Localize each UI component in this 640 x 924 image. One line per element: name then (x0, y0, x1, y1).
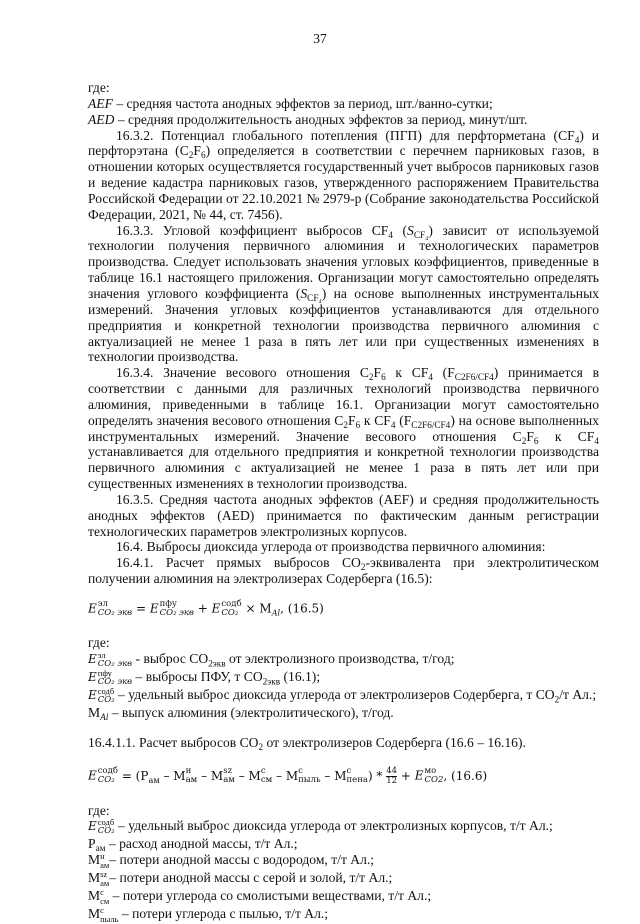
text: – выпуск алюминия (электролитического), т/год. (108, 704, 394, 720)
symbol-indices (100, 906, 118, 924)
text: ) и перфторэтана (C (88, 127, 599, 159)
text: 16.3.5. Средняя частота анодных эффектов (AEF) и средняя продолжительность анодных эффектов (AED) принимается по фактическим данным регистрации технологических параметров электролизных корпусов. (88, 491, 599, 539)
symbol-indices (347, 767, 368, 785)
symbol-indices (98, 687, 115, 705)
text-subi: Al (100, 712, 109, 723)
text: M (88, 906, 101, 922)
symbol-base: E (211, 601, 221, 616)
text: ) зависит от используемой технологии получения первичного алюминия и технологических параметров производства. Следует использовать значения угловых коэффициентов, приведенные в таблице 16.1 настоящего приложения. Организации могут самостоятельно определять значения углового коэффициента ( (88, 222, 599, 301)
superscript: пфу (97, 667, 112, 678)
paragraph (88, 80, 599, 96)
text: M (88, 852, 101, 868)
text-sub: 6 (200, 150, 206, 161)
text: где: (88, 80, 110, 95)
math-symbol (88, 687, 115, 705)
subscript: ам (100, 860, 110, 871)
symbol-indices (98, 651, 132, 669)
formula (88, 767, 599, 786)
math-symbol (415, 767, 444, 785)
text-sub: C2F6/CF4 (411, 419, 451, 430)
subscript: CO2 (424, 775, 444, 786)
text: , (16.5) (280, 601, 324, 616)
superscript: н (185, 766, 192, 777)
symbol-base: E (88, 669, 97, 684)
text-sub: ам (148, 774, 160, 785)
subscript: CO₂ (97, 775, 115, 786)
subscript: ам (223, 775, 235, 786)
math-symbol (88, 651, 132, 669)
text: + (193, 601, 212, 616)
symbol-indices (425, 767, 444, 785)
superscript: содб (97, 685, 115, 696)
superscript: c (346, 766, 352, 777)
denominator: 12 (386, 775, 398, 786)
paragraph (88, 870, 599, 888)
symbol-indices (223, 767, 235, 785)
paragraph (88, 555, 599, 587)
text-subi: Al (271, 607, 281, 618)
text: ) * (367, 768, 387, 783)
text: – удельный выброс диоксида углерода от электролизных корпусов, т/т Ал.; (114, 818, 553, 834)
subscript: пыль (298, 775, 321, 786)
text: – выбросы ПФУ, т CO (132, 668, 263, 684)
subscript: CO₂ экв (97, 608, 133, 618)
symbol-base: E (149, 601, 159, 616)
text: (16.1); (280, 668, 321, 684)
symbol-base: E (88, 601, 97, 616)
text: – расход анодной массы, т/т Ал.; (105, 836, 298, 852)
text: где: (88, 802, 110, 818)
text-sub: 2экв (208, 658, 226, 669)
text-i: AED (88, 111, 115, 127)
text: 16.3.3. Угловой коэффициент выбросов CF (116, 222, 389, 238)
subscript: CO₂ (97, 694, 115, 705)
text: F (373, 365, 382, 381)
text: 16.3.4. Значение весового отношения C (116, 365, 369, 381)
text: где: (88, 635, 110, 650)
symbol-base: E (88, 687, 97, 702)
symbol-indices (98, 818, 115, 836)
text: устанавливается для отдельного предприятия и конкретной технологии производства первичного алюминия с актуализацией не менее 1 раза в пять лет или при существенных изменениях в технологии производства. (88, 444, 599, 492)
math-symbol (88, 600, 132, 618)
text: – потери анодной массы с серой и золой, т/т Ал.; (109, 870, 393, 886)
symbol-indices (100, 870, 109, 888)
text: M (88, 704, 101, 720)
subscript: CO₂ экв (97, 676, 133, 687)
text-sub: ам (95, 843, 106, 854)
text-sub: 4 (594, 435, 599, 446)
text-sub: 2 (521, 435, 527, 446)
symbol-indices (100, 888, 109, 906)
subscript: CO₂ (221, 608, 239, 618)
text-sub: 2 (360, 562, 366, 573)
text: (F (395, 412, 412, 428)
text: – M (159, 768, 186, 783)
superscript: пфу (159, 599, 177, 609)
text: , (16.6) (443, 768, 488, 783)
subscript: CO₂ (97, 826, 115, 837)
text: F (347, 412, 356, 428)
subscript: ам (185, 775, 198, 786)
superscript: c (100, 887, 104, 898)
paragraph (88, 112, 599, 128)
text-sub: 2 (368, 372, 374, 383)
text: – средняя продолжительность анодных эффектов за период, минут/шт. (114, 111, 528, 127)
paragraph (88, 365, 599, 492)
text-sub: 6 (381, 372, 386, 383)
text: – потери углерода с пылью, т/т Ал.; (118, 906, 329, 922)
symbol-indices (261, 767, 272, 785)
text: – потери анодной массы с водородом, т/т Ал.; (109, 852, 375, 868)
paragraph (88, 705, 599, 721)
paragraph (88, 223, 599, 366)
subscript: пена (346, 775, 368, 786)
math-symbol (88, 767, 118, 785)
subscript: CO₂ экв (159, 608, 194, 618)
symbol-indices (100, 852, 109, 870)
paragraph (88, 96, 599, 112)
fraction (386, 767, 397, 786)
superscript: c (100, 905, 104, 916)
superscript: c (298, 766, 303, 777)
superscript: содб (97, 817, 115, 828)
math-symbol (88, 818, 115, 836)
text: 16.4. Выбросы диоксида углерода от производства первичного алюминия: (116, 539, 546, 555)
superscript: sz (100, 869, 108, 880)
symbol-indices (221, 600, 241, 618)
text: ) принимается в соответствии с данными для различных технологий производства первичного алюминия, приведенными в таблице 16.1. Организации могут самостоятельно определять значения весового отношения C (88, 365, 600, 428)
text: = (P (118, 768, 149, 783)
text: /т Ал.; (559, 686, 597, 702)
paragraph (88, 852, 599, 870)
paragraph (88, 492, 599, 540)
paragraph (88, 888, 599, 906)
text: + (397, 768, 415, 783)
text: - выброс CO (132, 650, 209, 666)
text-sub: 6 (533, 435, 539, 446)
text-sub: C2F6/CF4 (454, 372, 494, 383)
text-i: S (407, 222, 414, 238)
subscript: см (260, 775, 273, 786)
paragraph (88, 635, 599, 651)
text: – M (272, 768, 299, 783)
document-body (88, 80, 599, 924)
text: – удельный выброс диоксида углерода от электролизеров Содерберга, т CO (114, 686, 555, 702)
text: к CF (360, 412, 391, 428)
symbol-base: E (88, 768, 97, 783)
text: × M (241, 601, 272, 616)
text: ) определяется в соответствии с перечнем парниковых газов, в отношении которых осуществляется государственный учет выбросов парниковых газов и ведение кадастра парниковых газов, утвержденного распоряжением Правительства Российской Федерации от 22.10.2021 № 2979-р (Собрание законодательства Российской Федерации, 2021, № 44, ст. 7456). (88, 143, 599, 222)
text-sub: 2экв (262, 676, 281, 687)
text-sub: 2 (343, 419, 348, 430)
symbol-base: E (414, 768, 424, 783)
superscript: содб (97, 766, 118, 777)
text-sub: 2 (258, 741, 264, 752)
text: ) на основе выполненных инструментальных измерений. Значение весового отношения C (88, 412, 599, 444)
text-sub: 4 (574, 134, 580, 145)
subscript: пыль (100, 914, 119, 924)
paragraph (88, 539, 599, 555)
text-sub: 4 (388, 229, 393, 240)
text: F (193, 143, 201, 159)
text: от электролизного производства, т/год; (225, 650, 455, 666)
text-sub: 4 (390, 419, 396, 430)
subscript: ам (100, 878, 110, 889)
paragraph (88, 906, 599, 924)
subscript: см (100, 896, 110, 907)
paragraph (88, 128, 599, 223)
text: – потери углерода со смолистыми веществами, т/т Ал.; (109, 888, 432, 904)
text: 16.4.1.1. Расчет выбросов CO (88, 734, 259, 750)
text: M (88, 888, 101, 904)
numerator: 44 (386, 765, 398, 776)
symbol-indices (98, 600, 132, 618)
symbol-indices (160, 600, 194, 618)
paragraph (88, 669, 599, 687)
text: – M (320, 768, 347, 783)
symbol-indices (98, 767, 118, 785)
text: к CF (538, 428, 595, 444)
text: = (132, 601, 150, 616)
math-symbol (88, 669, 132, 687)
superscript: содб (221, 599, 242, 609)
text-sub: 2 (554, 694, 560, 705)
paragraph (88, 735, 599, 751)
text: M (88, 870, 101, 886)
symbol-indices (186, 767, 198, 785)
formula (88, 600, 599, 618)
text: – средняя частота анодных эффектов за период, шт./ванно-сутки; (112, 95, 493, 111)
text: (F (432, 365, 455, 381)
paragraph (88, 818, 599, 836)
text-sub: 2 (188, 150, 194, 161)
text: – M (234, 768, 261, 783)
superscript: c (260, 766, 266, 777)
symbol-base: E (88, 819, 97, 834)
text: -эквивалента при электролитическом получении алюминия на электролизерах Содерберга (16.5): (88, 555, 599, 587)
subscript: CO₂ экв (97, 658, 133, 669)
page-number: 37 (313, 31, 327, 46)
math-symbol (212, 600, 242, 618)
symbol-base: E (88, 651, 97, 666)
paragraph (88, 687, 599, 705)
text: P (88, 836, 96, 852)
superscript: эл (97, 649, 106, 660)
paragraph (88, 651, 599, 669)
text: 16.4.1. Расчет прямых выбросов CO (116, 555, 361, 571)
text-sub: 6 (355, 419, 361, 430)
superscript: мо (424, 766, 437, 777)
superscript: эл (97, 599, 108, 609)
text-i: AEF (88, 95, 113, 111)
text-sub: CF₄ (413, 229, 429, 240)
text-sub: 4 (428, 372, 433, 383)
math-symbol (150, 600, 194, 618)
text: ( (392, 222, 408, 238)
symbol-indices (98, 669, 132, 687)
text: ) на основе выполненных инструментальных измерений. Значения угловых коэффициентов устанавливаются для отдельного предприятия и конкретной технологии производства первичного алюминия с актуализацией не менее 1 раза в пять лет или при существенных изменениях в технологии производства. (88, 285, 600, 365)
text: – M (197, 768, 224, 783)
text-sub: CF₄ (307, 293, 322, 304)
superscript: sz (223, 766, 233, 777)
text: к CF (385, 365, 429, 381)
superscript: н (100, 851, 105, 862)
text: F (526, 428, 534, 444)
paragraph (88, 836, 599, 852)
text-i: S (300, 285, 308, 301)
text: 16.3.2. Потенциал глобального потепления (ПГП) для перфторметана (CF (116, 127, 575, 143)
symbol-indices (298, 767, 320, 785)
text: от электролизеров Содерберга (16.6 – 16.16). (263, 734, 526, 750)
paragraph (88, 803, 599, 819)
